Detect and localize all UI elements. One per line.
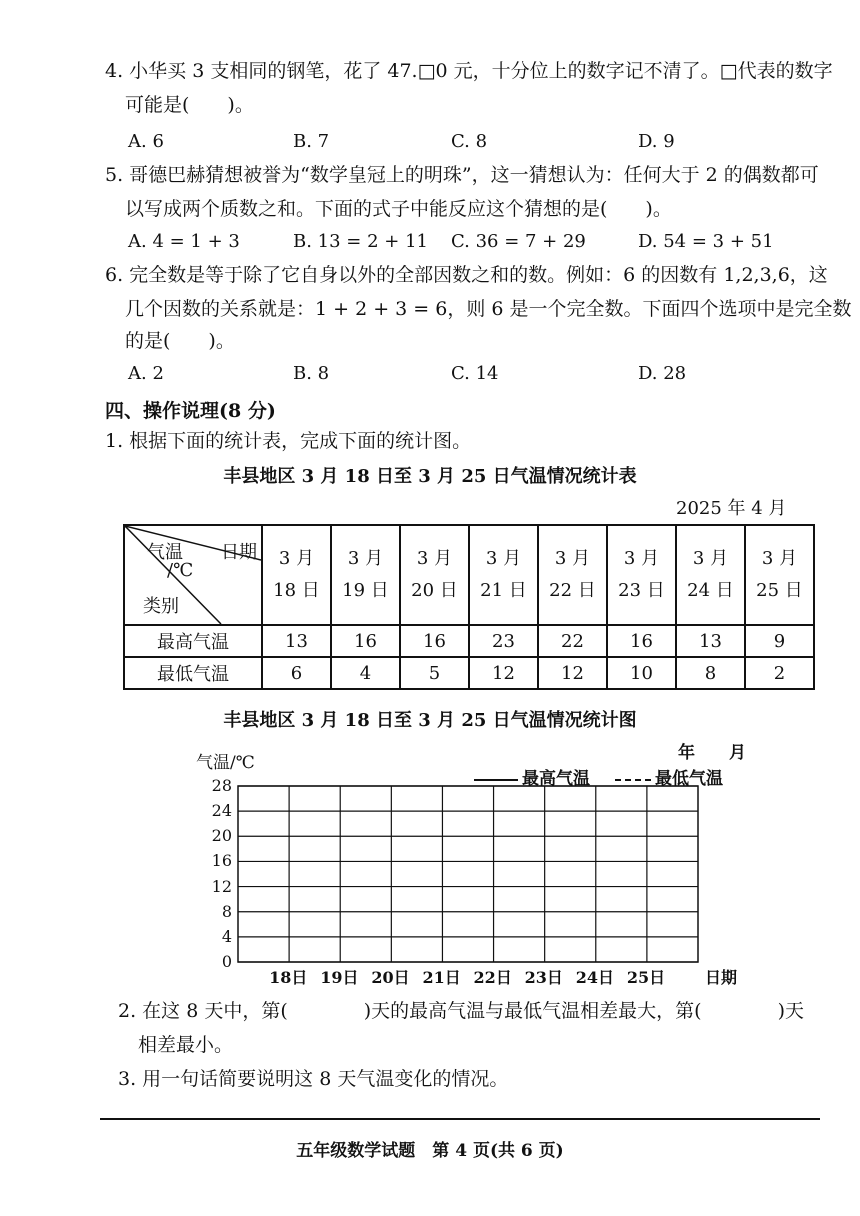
x-tick-label: 24日 <box>575 968 615 987</box>
header-date-label: 日期 <box>221 542 257 563</box>
date-day: 19 日 <box>342 580 389 601</box>
date-cell <box>400 525 469 625</box>
date-day: 22 日 <box>549 580 596 601</box>
table-title: 丰县地区 3 月 18 日至 3 月 25 日气温情况统计表 <box>223 466 637 487</box>
q6-line1: 6. 完全数是等于除了它自身以外的全部因数之和的数。例如：6 的因数有 1,2,3,6，这 <box>105 264 828 286</box>
y-tick-label: 20 <box>211 826 232 846</box>
x-tick-label: 25日 <box>626 968 666 987</box>
q6-line3: 的是( )。 <box>125 330 235 352</box>
y-tick-label: 28 <box>211 776 232 795</box>
table-cell: 16 <box>400 625 469 657</box>
header-temp-label: 气温 <box>147 542 183 563</box>
table-cell: 16 <box>331 625 400 657</box>
table-cell: 12 <box>469 657 538 689</box>
date-month: 3 月 <box>347 548 384 569</box>
header-unit-label: /℃ <box>167 560 194 581</box>
date-month: 3 月 <box>623 548 660 569</box>
legend-high-label: 最高气温 <box>522 769 590 789</box>
date-day: 21 日 <box>480 580 527 601</box>
section-heading: 四、操作说理(8 分) <box>105 400 276 422</box>
date-day: 18 日 <box>273 580 320 601</box>
q4-option-b: B. 7 <box>293 131 330 152</box>
table-cell: 23 <box>469 625 538 657</box>
q2-line1: 2. 在这 8 天中，第( )天的最高气温与最低气温相差最大，第( )天 <box>118 1000 804 1022</box>
x-axis-title: 日期 <box>705 968 738 987</box>
x-tick-label: 23日 <box>524 968 563 987</box>
date-month: 3 月 <box>692 548 729 569</box>
date-cell <box>676 525 745 625</box>
date-cell <box>538 525 607 625</box>
row-label: 最高气温 <box>124 625 262 657</box>
table-cell: 9 <box>745 625 814 657</box>
table-cell: 6 <box>262 657 331 689</box>
date-month: 3 月 <box>554 548 591 569</box>
low-temp-row <box>124 657 814 689</box>
y-tick-label: 0 <box>221 952 232 971</box>
q5-line1: 5. 哥德巴赫猜想被誉为“数学皇冠上的明珠”，这一猜想认为：任何大于 2 的偶数都可 <box>105 164 819 186</box>
y-tick-label: 12 <box>211 876 232 896</box>
q1-text: 1. 根据下面的统计表，完成下面的统计图。 <box>105 430 472 452</box>
legend-low <box>615 764 723 789</box>
date-cell <box>331 525 400 625</box>
header-category-label: 类别 <box>143 596 179 617</box>
chart-frame <box>238 786 698 962</box>
chart-date: 年 月 <box>678 743 746 763</box>
row-label: 最低气温 <box>124 657 262 689</box>
chart-ylabel: 气温/℃ <box>196 753 255 773</box>
high-temp-row <box>124 625 814 657</box>
temperature-table <box>123 524 815 690</box>
y-tick-label: 4 <box>221 926 232 946</box>
q5-option-b: B. 13 = 2 + 11 <box>293 231 428 252</box>
q6-line2: 几个因数的关系就是：1 + 2 + 3 = 6，则 6 是一个完全数。下面四个选项中是完全数 <box>125 298 852 320</box>
legend-high-line <box>474 779 518 781</box>
table-header-row <box>124 525 814 625</box>
table-cell: 12 <box>538 657 607 689</box>
chart-title: 丰县地区 3 月 18 日至 3 月 25 日气温情况统计图 <box>223 710 637 731</box>
date-month: 3 月 <box>485 548 522 569</box>
q6-option-d: D. 28 <box>638 363 687 384</box>
y-tick-label: 24 <box>211 801 232 821</box>
table-cell: 2 <box>745 657 814 689</box>
table-cell: 22 <box>538 625 607 657</box>
q2-line2: 相差最小。 <box>138 1034 234 1056</box>
q4-line2: 可能是( )。 <box>125 94 254 116</box>
y-tick-label: 16 <box>211 851 232 871</box>
q5-option-a: A. 4 = 1 + 3 <box>128 231 240 252</box>
date-cell <box>262 525 331 625</box>
date-day: 20 日 <box>411 580 458 601</box>
x-tick-label: 20日 <box>371 968 410 987</box>
q6-option-c: C. 14 <box>451 363 499 384</box>
x-tick-label: 18日 <box>269 968 308 987</box>
table-cell: 5 <box>400 657 469 689</box>
legend-low-label: 最低气温 <box>655 769 723 789</box>
q6-option-b: B. 8 <box>293 363 330 384</box>
table-cell: 4 <box>331 657 400 689</box>
x-tick-label: 22日 <box>473 968 512 987</box>
date-cell <box>745 525 814 625</box>
date-day: 24 日 <box>687 580 734 601</box>
table-cell: 16 <box>607 625 676 657</box>
date-day: 23 日 <box>618 580 665 601</box>
page-footer: 五年级数学试题 第 4 页(共 6 页) <box>296 1141 564 1161</box>
table-cell: 13 <box>262 625 331 657</box>
date-cell <box>469 525 538 625</box>
x-tick-label: 19日 <box>320 968 359 987</box>
q3-text: 3. 用一句话简要说明这 8 天气温变化的情况。 <box>118 1068 509 1090</box>
date-month: 3 月 <box>278 548 315 569</box>
q4-option-d: D. 9 <box>638 131 675 152</box>
table-cell: 8 <box>676 657 745 689</box>
q5-option-d: D. 54 = 3 + 51 <box>638 231 774 252</box>
date-month: 3 月 <box>416 548 453 569</box>
q5-line2: 以写成两个质数之和。下面的式子中能反应这个猜想的是( )。 <box>125 198 672 220</box>
date-month: 3 月 <box>761 548 798 569</box>
table-date: 2025 年 4 月 <box>676 498 787 519</box>
legend-low-line <box>615 779 651 781</box>
x-tick-label: 21日 <box>422 968 461 987</box>
q4-line1: 4. 小华买 3 支相同的钢笔，花了 47.□0 元，十分位上的数字记不清了。□代表的数字 <box>105 60 833 82</box>
legend-high <box>474 764 590 789</box>
q4-option-c: C. 8 <box>451 131 488 152</box>
q6-option-a: A. 2 <box>128 363 164 384</box>
footer-rule <box>100 1118 820 1120</box>
q4-option-a: A. 6 <box>128 131 164 152</box>
date-day: 25 日 <box>756 580 803 601</box>
y-tick-label: 8 <box>221 901 232 921</box>
table-cell: 10 <box>607 657 676 689</box>
table-cell: 13 <box>676 625 745 657</box>
diagonal-header-cell <box>124 525 262 625</box>
date-cell <box>607 525 676 625</box>
q5-option-c: C. 36 = 7 + 29 <box>451 231 586 252</box>
